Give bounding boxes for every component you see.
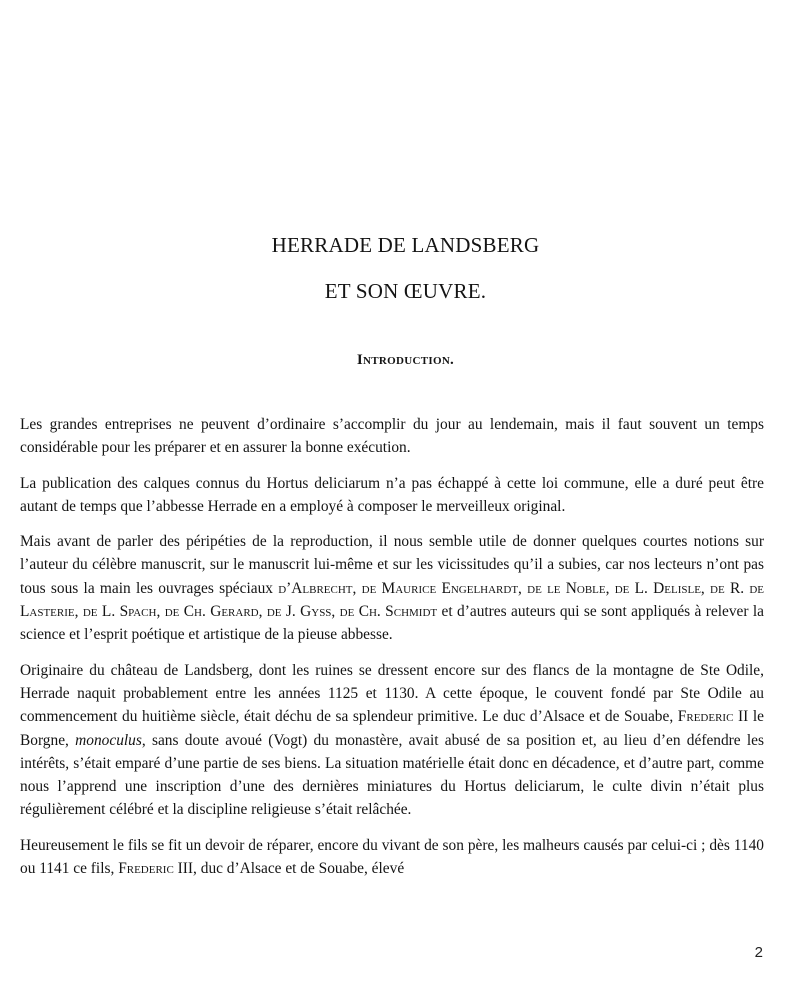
section-heading: Introduction.	[356, 352, 455, 368]
paragraph-3	[20, 530, 764, 646]
page-number: 2	[754, 944, 763, 961]
paragraph-2: La publication des calques connus du Hortus deliciarum n’a pas échappé à cette loi commune, elle a duré peut être autant de temps que l’abbesse Herrade en a employé à composer le merveilleux original.	[20, 474, 764, 515]
cited-authors: d’Albrecht, de Maurice Engelhardt, de le Noble, de L. Delisle, de R. de Lasterie, de L. Spach, de Ch. Gerard, de J. Gyss, de Ch. Schmidt	[20, 579, 764, 621]
paragraph-3-text-a: Mais avant de parler des péripéties de la reproduction, il nous semble utile de donner quelques courtes notions sur l’auteur du célèbre manuscrit, sur le manuscrit lui-même et sur les vicissitudes qu’il a subies, car nos lecteurs n’ont pas tous sous la main les ouvrages spéciaux	[20, 533, 764, 597]
paragraph-5	[20, 834, 764, 881]
paragraph-1: Les grandes entreprises ne peuvent d’ordinaire s’accomplir du jour au lendemain, mais il faut souvent un temps considérable pour les préparer et en assurer la bonne exécution.	[20, 416, 764, 457]
person-name: Frederic	[118, 860, 174, 878]
paragraph-3-text-b: et d’autres auteurs qui se sont appliqués à relever la science et l’esprit poétique et artistique de la pieuse abbesse.	[20, 603, 764, 644]
paragraph-5-text-b: III, duc d’Alsace et de Souabe, élevé	[177, 860, 405, 878]
document-title-line-1: HERRADE DE LANDSBERG	[271, 233, 540, 257]
paragraph-4	[20, 659, 764, 822]
latin-term: monoculus	[75, 731, 142, 749]
paragraph-5-text-a: Heureusement le fils se fit un devoir de réparer, encore du vivant de son père, les malheurs causés par celui-ci ; dès 1140 ou 1141 ce fils,	[20, 836, 764, 878]
paragraph-4-text-c: , sans doute avoué (Vogt) du monastère, avait abusé de sa position et, au lieu d’en défendre les intérêts, s’était emparé d’une partie de ses biens. La situation matérielle était donc en décadence, et d’autre part, comme nous l’apprend une inscription d’une des dernières miniatures du Hortus deliciarum, le culte divin n’était plus régulièrement célébré et la discipline religieuse s’était relâchée.	[20, 731, 764, 819]
person-name: Frederic	[677, 708, 734, 726]
paragraph-4-text-a: Originaire du château de Landsberg, dont les ruines se dressent encore sur des flancs de la montagne de Ste Odile, Herrade naquit probablement entre les années 1125 et 1130. A cette époque, le couvent fondé par Ste Odile au commencement du huitième siècle, était déchu de sa splendeur primitive. Le duc d’Alsace et de Souabe,	[20, 661, 764, 726]
body-text	[20, 413, 764, 892]
paragraph-4-text-b: II le Borgne,	[20, 708, 764, 749]
document-title-line-2: ET SON ŒUVRE.	[324, 279, 487, 303]
